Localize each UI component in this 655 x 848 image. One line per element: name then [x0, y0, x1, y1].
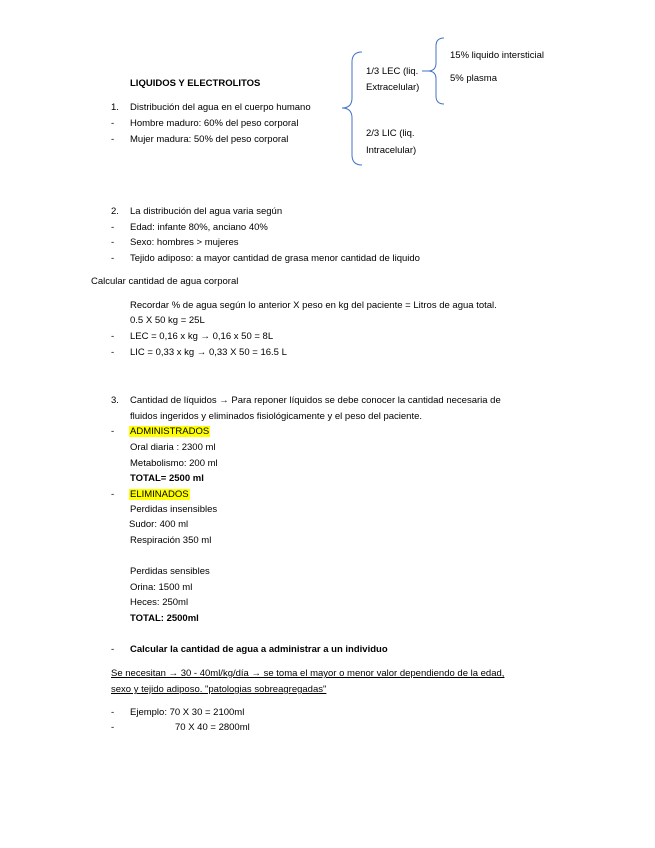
calc-lec: LEC = 0,16 x kg → 0,16 x 50 = 8L — [130, 331, 274, 342]
lec-label-line2: Extracelular) — [366, 82, 420, 93]
list-bullet: - — [111, 347, 115, 358]
list-item: Sexo: hombres > mujeres — [130, 237, 239, 248]
insensible-losses: Perdidas insensibles — [130, 504, 218, 515]
section-3-line1: Cantidad de líquidos → Para reponer líquidos se debe conocer la cantidad necesaria de — [130, 395, 501, 406]
example-1: Ejemplo: 70 X 30 = 2100ml — [130, 707, 245, 718]
eliminated-label: ELIMINADOS — [130, 489, 189, 500]
page-title: LIQUIDOS Y ELECTROLITOS — [130, 78, 261, 89]
list-bullet: - — [111, 118, 115, 129]
lic-label-line1: 2/3 LIC (liq. — [366, 128, 415, 139]
lic-label-line2: Intracelular) — [366, 145, 417, 156]
lec-label-line1: 1/3 LEC (liq. — [366, 66, 419, 77]
administered-label: ADMINISTRADOS — [130, 426, 210, 437]
section-1-number: 1. — [111, 102, 119, 113]
list-item: Tejido adiposo: a mayor cantidad de grasa menor cantidad de liquido — [130, 253, 420, 264]
section-3-number: 3. — [111, 395, 119, 406]
section-3-line2: fluidos ingeridos y eliminados fisiológicamente y el peso del paciente. — [130, 411, 423, 422]
calc-heading: Calcular cantidad de agua corporal — [91, 276, 239, 287]
list-bullet: - — [111, 134, 115, 145]
list-bullet: - — [111, 222, 115, 233]
list-bullet: - — [111, 489, 115, 500]
list-bullet: - — [111, 722, 115, 733]
list-bullet: - — [111, 426, 115, 437]
sensible-losses: Perdidas sensibles — [130, 566, 210, 577]
oral-intake: Oral diaria : 2300 ml — [130, 442, 216, 453]
calc-reminder: Recordar % de agua según lo anterior X peso en kg del paciente = Litros de agua total. — [130, 300, 497, 311]
eliminated-label-wrap — [129, 489, 190, 501]
admin-calc-note-line2: sexo y tejido adiposo. "patologias sobreagregadas" — [111, 684, 327, 695]
admin-calc-heading: Calcular la cantidad de agua a administrar a un individuo — [130, 644, 388, 655]
sweat-loss: Sudor: 400 ml — [129, 519, 189, 530]
urine-loss: Orina: 1500 ml — [130, 582, 193, 593]
section-2-number: 2. — [111, 206, 119, 217]
list-bullet: - — [111, 331, 115, 342]
calc-example: 0.5 X 50 kg = 25L — [130, 315, 205, 326]
list-bullet: - — [111, 237, 115, 248]
interstitial-label: 15% liquido intersticial — [450, 50, 544, 61]
list-item: Hombre maduro: 60% del peso corporal — [130, 118, 299, 129]
total-administered: TOTAL= 2500 ml — [130, 473, 204, 484]
metabolism-intake: Metabolismo: 200 ml — [130, 458, 218, 469]
calc-lic: LIC = 0,33 x kg → 0,33 X 50 = 16.5 L — [130, 347, 287, 358]
list-item: Edad: infante 80%, anciano 40% — [130, 222, 268, 233]
lec-bracket — [428, 38, 444, 104]
admin-calc-note-line1: Se necesitan → 30 - 40ml/kg/día → se toma el mayor o menor valor dependiendo de la edad, — [111, 668, 505, 679]
list-bullet: - — [111, 253, 115, 264]
total-eliminated: TOTAL: 2500ml — [130, 613, 199, 624]
respiration-loss: Respiración 350 ml — [130, 535, 212, 546]
main-bracket — [342, 52, 362, 165]
list-item: Mujer madura: 50% del peso corporal — [130, 134, 289, 145]
section-1-heading: Distribución del agua en el cuerpo humano — [130, 102, 311, 113]
administered-label-wrap — [129, 426, 210, 438]
section-2-heading: La distribución del agua varia según — [130, 206, 283, 217]
example-2: 70 X 40 = 2800ml — [175, 722, 250, 733]
plasma-label: 5% plasma — [450, 73, 497, 84]
list-bullet: - — [111, 644, 115, 655]
feces-loss: Heces: 250ml — [130, 597, 189, 608]
list-bullet: - — [111, 707, 115, 718]
